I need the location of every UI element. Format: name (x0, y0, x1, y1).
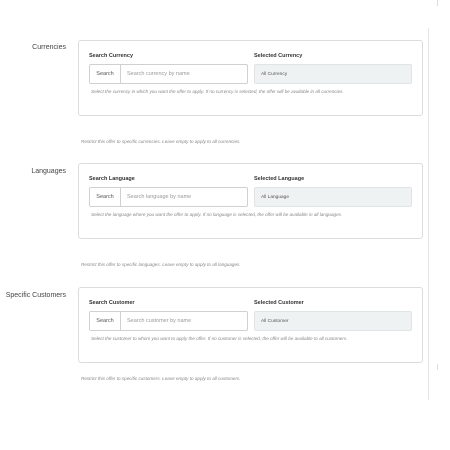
selected-language-title: Selected Language (254, 176, 305, 182)
content-right-border (428, 28, 429, 400)
search-currency-title: Search Currency (89, 53, 134, 59)
customer-search-group (89, 311, 248, 331)
currencies-section-label: Currencies (32, 44, 66, 51)
currency-help-text: Select the currency in which you want the offer to apply. If no currency is selected, the offer will be available in all currencies. (91, 89, 344, 94)
selected-customer-title: Selected Customer (254, 300, 304, 306)
customers-panel (78, 287, 423, 363)
customer-search-button[interactable]: Search (90, 312, 121, 330)
language-search-input[interactable] (121, 188, 247, 206)
selected-customer-box: All Customer (254, 311, 412, 331)
languages-panel (78, 163, 423, 239)
scrollbar-mark-mid (437, 364, 438, 370)
customer-help-text: Select the customer to whom you want to apply the offer. If no customer is selected, the offer will be available to all customers. (91, 336, 348, 341)
language-help-text: Select the language where you want the offer to apply. If no language is selected, the offer will be available in all languages. (91, 212, 343, 217)
customers-section-label: Specific Customers (5, 292, 66, 299)
search-customer-title: Search Customer (89, 300, 135, 306)
currencies-panel (78, 40, 423, 116)
selected-currency-title: Selected Currency (254, 53, 303, 59)
currency-search-button[interactable]: Search (90, 65, 121, 83)
customer-restrict-text: Restrict this offer to specific customers. Leave empty to apply to all customers. (81, 376, 241, 381)
languages-section-label: Languages (31, 168, 66, 175)
language-search-button[interactable]: Search (90, 188, 121, 206)
selected-currency-box: All Currency (254, 64, 412, 84)
search-language-title: Search Language (89, 176, 135, 182)
customer-search-input[interactable] (121, 312, 247, 330)
selected-language-box: All Language (254, 187, 412, 207)
scrollbar-mark-top (437, 0, 438, 6)
language-search-group (89, 187, 248, 207)
currency-restrict-text: Restrict this offer to specific currencies. Leave empty to apply to all currencies. (81, 139, 241, 144)
currency-search-group (89, 64, 248, 84)
currency-search-input[interactable] (121, 65, 247, 83)
language-restrict-text: Restrict this offer to specific languages. Leave empty to apply to all languages. (81, 262, 241, 267)
